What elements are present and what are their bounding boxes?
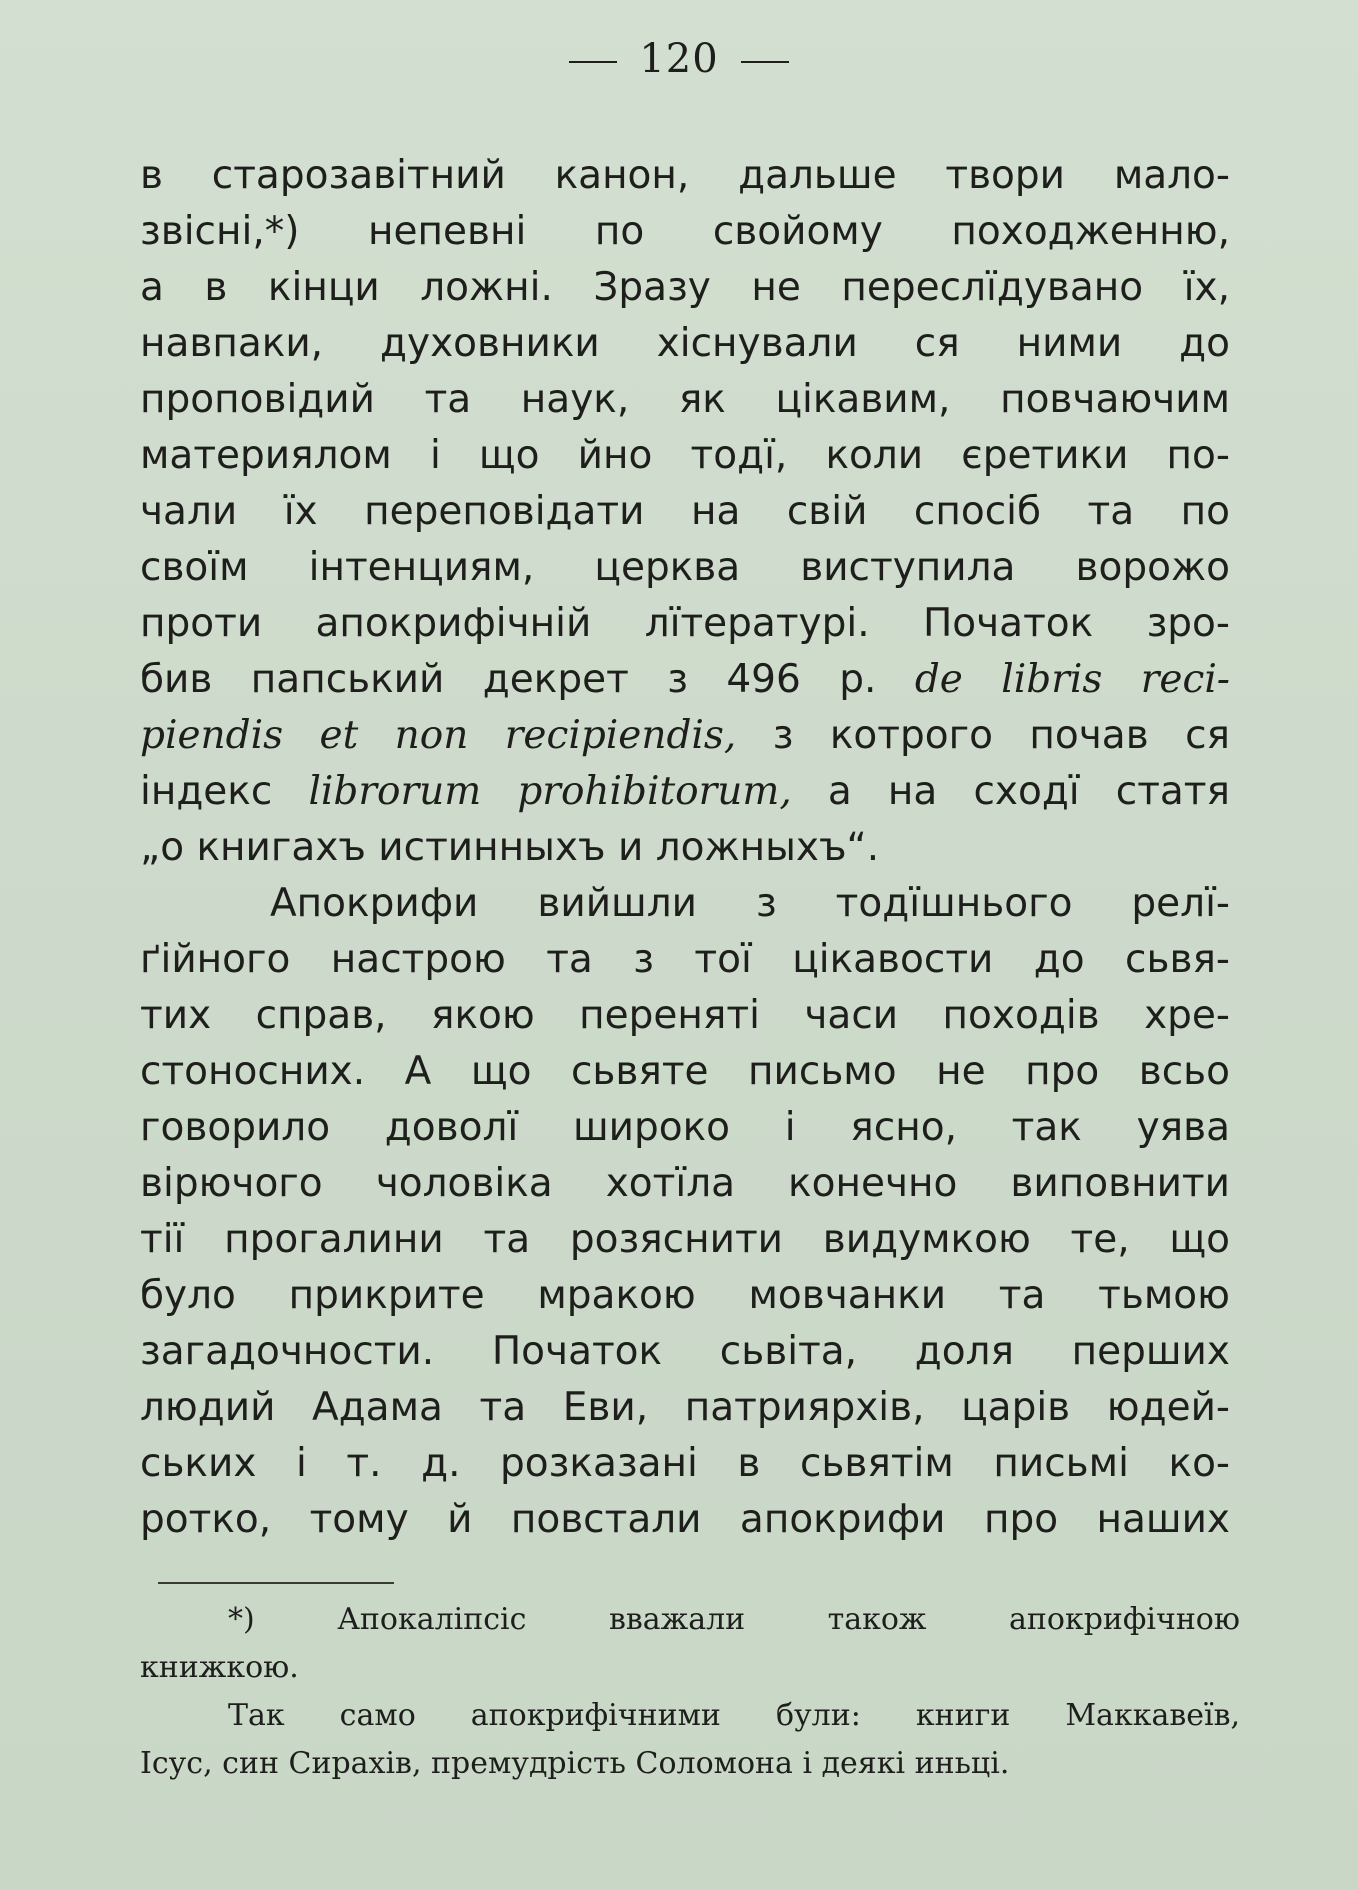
text-line: бив папський декрет з 496 р. de libris reci- [140,657,1230,702]
folio-dash-right [741,61,789,63]
text-line: ґійного настрою та з тої цікавости до сьвя- [140,937,1230,982]
footnote-line: Так само апокрифічними були: книги Маккавеїв, [228,1698,1240,1733]
text-line: тих справ, якою переняті часи походів хре- [140,993,1230,1038]
text-line: проповідий та наук, як цікавим, повчаючим [140,377,1230,422]
text-line: ротко, тому й повстали апокрифи про наших [140,1497,1230,1542]
text-line: було прикрите мракою мовчанки та тьмою [140,1273,1230,1318]
main-text-block [140,148,1230,1548]
text-line: своїм інтенциям, церква виступила ворожо [140,545,1230,590]
text-line: загадочности. Початок сьвіта, доля перших [140,1329,1230,1374]
text-line: людий Адама та Еви, патриярхів, царів юдей- [140,1385,1230,1430]
text-line: звісні,*) непевні по свойому походженню, [140,209,1230,254]
page-number [0,36,1358,82]
text-line: а в кінци ложні. Зразу не переслїдувано їх, [140,265,1230,310]
text-line: „о книгахъ истинныхъ и ложныхъ“. [140,825,880,870]
footnote-line: книжкою. [140,1650,299,1685]
text-line: тії прогалини та розяснити видумкою те, що [140,1217,1230,1262]
footnote-line: Ісус, син Сирахів, премудрість Соломона і деякі иньці. [140,1746,1010,1781]
page-number-text: 120 [639,36,719,82]
text-line: piendis et non recipiendis, з котрого почав ся [140,713,1230,758]
text-line: стоносних. А що сьвяте письмо не про всьо [140,1049,1230,1094]
text-line: навпаки, духовники хіснували ся ними до [140,321,1230,366]
text-line: ських і т. д. розказані в сьвятім письмі ко- [140,1441,1230,1486]
paragraph-start-line: Апокрифи вийшли з тодїшнього релї- [270,881,1230,926]
footnote-divider [158,1582,394,1584]
footnotes-block [140,1596,1240,1788]
text-line: вірючого чоловіка хотїла конечно виповнити [140,1161,1230,1206]
text-line: індекс librorum prohibitorum, а на сходї статя [140,769,1230,814]
latin-italic: de libris reci- [914,657,1230,702]
folio-dash-left [569,61,617,63]
latin-italic: librorum prohibitorum, [308,769,792,814]
text-line: проти апокрифічній лїтературі. Початок зро- [140,601,1230,646]
footnote-line: *) Апокаліпсіс вважали також апокрифічною [228,1602,1240,1637]
text-line: говорило доволї широко і ясно, так уява [140,1105,1230,1150]
text-line: материялом і що йно тодї, коли єретики по- [140,433,1230,478]
text-line: чали їх переповідати на свій спосіб та по [140,489,1230,534]
text-line: в старозавітний канон, дальше твори мало- [140,153,1230,198]
latin-italic: piendis et non recipiendis, [140,713,737,758]
